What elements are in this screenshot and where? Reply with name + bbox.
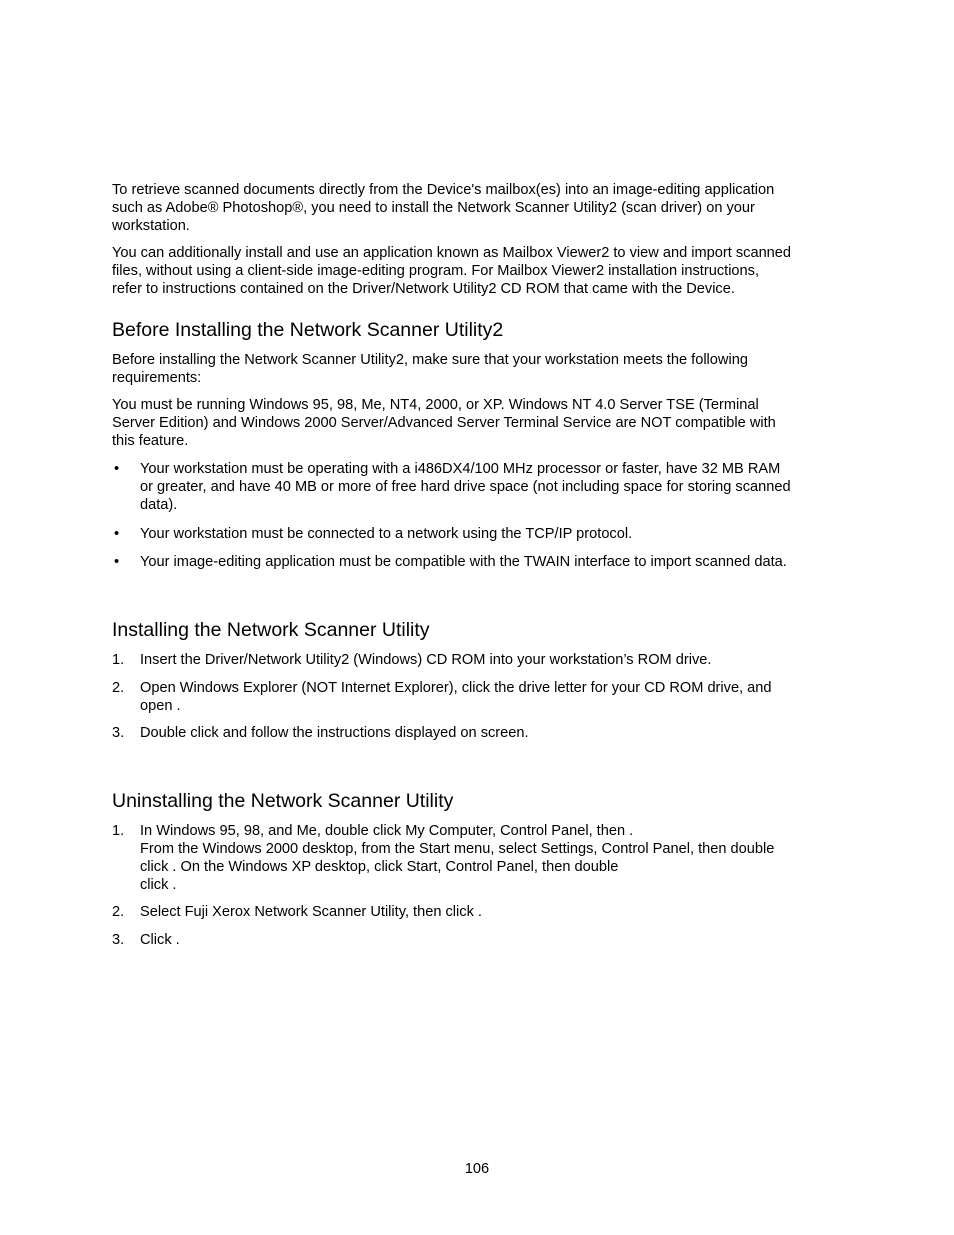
install-step-text: Open Windows Explorer (NOT Internet Explorer), click the drive letter for your CD ROM drive, and open . [140,680,772,714]
section-heading-uninstalling: Uninstalling the Network Scanner Utility [112,790,454,812]
bullet-marker: • [114,526,120,542]
uninstall-step-text: Click . [140,932,180,948]
step-number: 2. [112,680,125,696]
install-step-text: Double click and follow the instructions displayed on screen. [140,725,529,741]
step-number: 1. [112,823,125,839]
intro-paragraph-2: You can additionally install and use an application known as Mailbox Viewer2 to view and import scanned files, without using a client-side image-editing program. For Mailbox Viewer2 installation instructions, refer to instructions contained on the Driver/Network Utility2 CD ROM that came with the Device. [112,245,792,297]
section-heading-before-installing: Before Installing the Network Scanner Utility2 [112,319,504,341]
step-number: 3. [112,932,125,948]
uninstall-step-text: Select Fuji Xerox Network Scanner Utility, then click . [140,904,482,920]
install-step-text: Insert the Driver/Network Utility2 (Windows) CD ROM into your workstation’s ROM drive. [140,652,712,668]
requirement-bullet-text: Your workstation must be operating with a i486DX4/100 MHz processor or faster, have 32 MB RAM or greater, and have 40 MB or more of free hard drive space (not including space for storing scanned data). [140,461,791,513]
uninstall-step-text: In Windows 95, 98, and Me, double click My Computer, Control Panel, then . From the Windows 2000 desktop, from the Start menu, select Settings, Control Panel, then double click . On the Windows XP desktop, click Start, Control Panel, then double click . [140,823,775,893]
step-number: 3. [112,725,125,741]
os-compatibility-paragraph: You must be running Windows 95, 98, Me, NT4, 2000, or XP. Windows NT 4.0 Server TSE (Terminal Server Edition) and Windows 2000 Server/Advanced Server Terminal Service are NOT compatible with this feature. [112,397,776,449]
page-number: 106 [464,1161,490,1177]
intro-paragraph-1: To retrieve scanned documents directly from the Device's mailbox(es) into an image-editing application such as Adobe® Photoshop®, you need to install the Network Scanner Utility2 (scan driver) on your workstation. [112,182,775,234]
section-heading-installing: Installing the Network Scanner Utility [112,619,430,641]
step-number: 1. [112,652,125,668]
requirement-bullet-text: Your workstation must be connected to a network using the TCP/IP protocol. [140,526,633,542]
requirement-bullet-text: Your image-editing application must be compatible with the TWAIN interface to import scanned data. [140,554,787,570]
step-number: 2. [112,904,125,920]
bullet-marker: • [114,461,120,477]
bullet-marker: • [114,554,120,570]
requirements-intro-paragraph: Before installing the Network Scanner Utility2, make sure that your workstation meets the following requirements: [112,352,748,386]
